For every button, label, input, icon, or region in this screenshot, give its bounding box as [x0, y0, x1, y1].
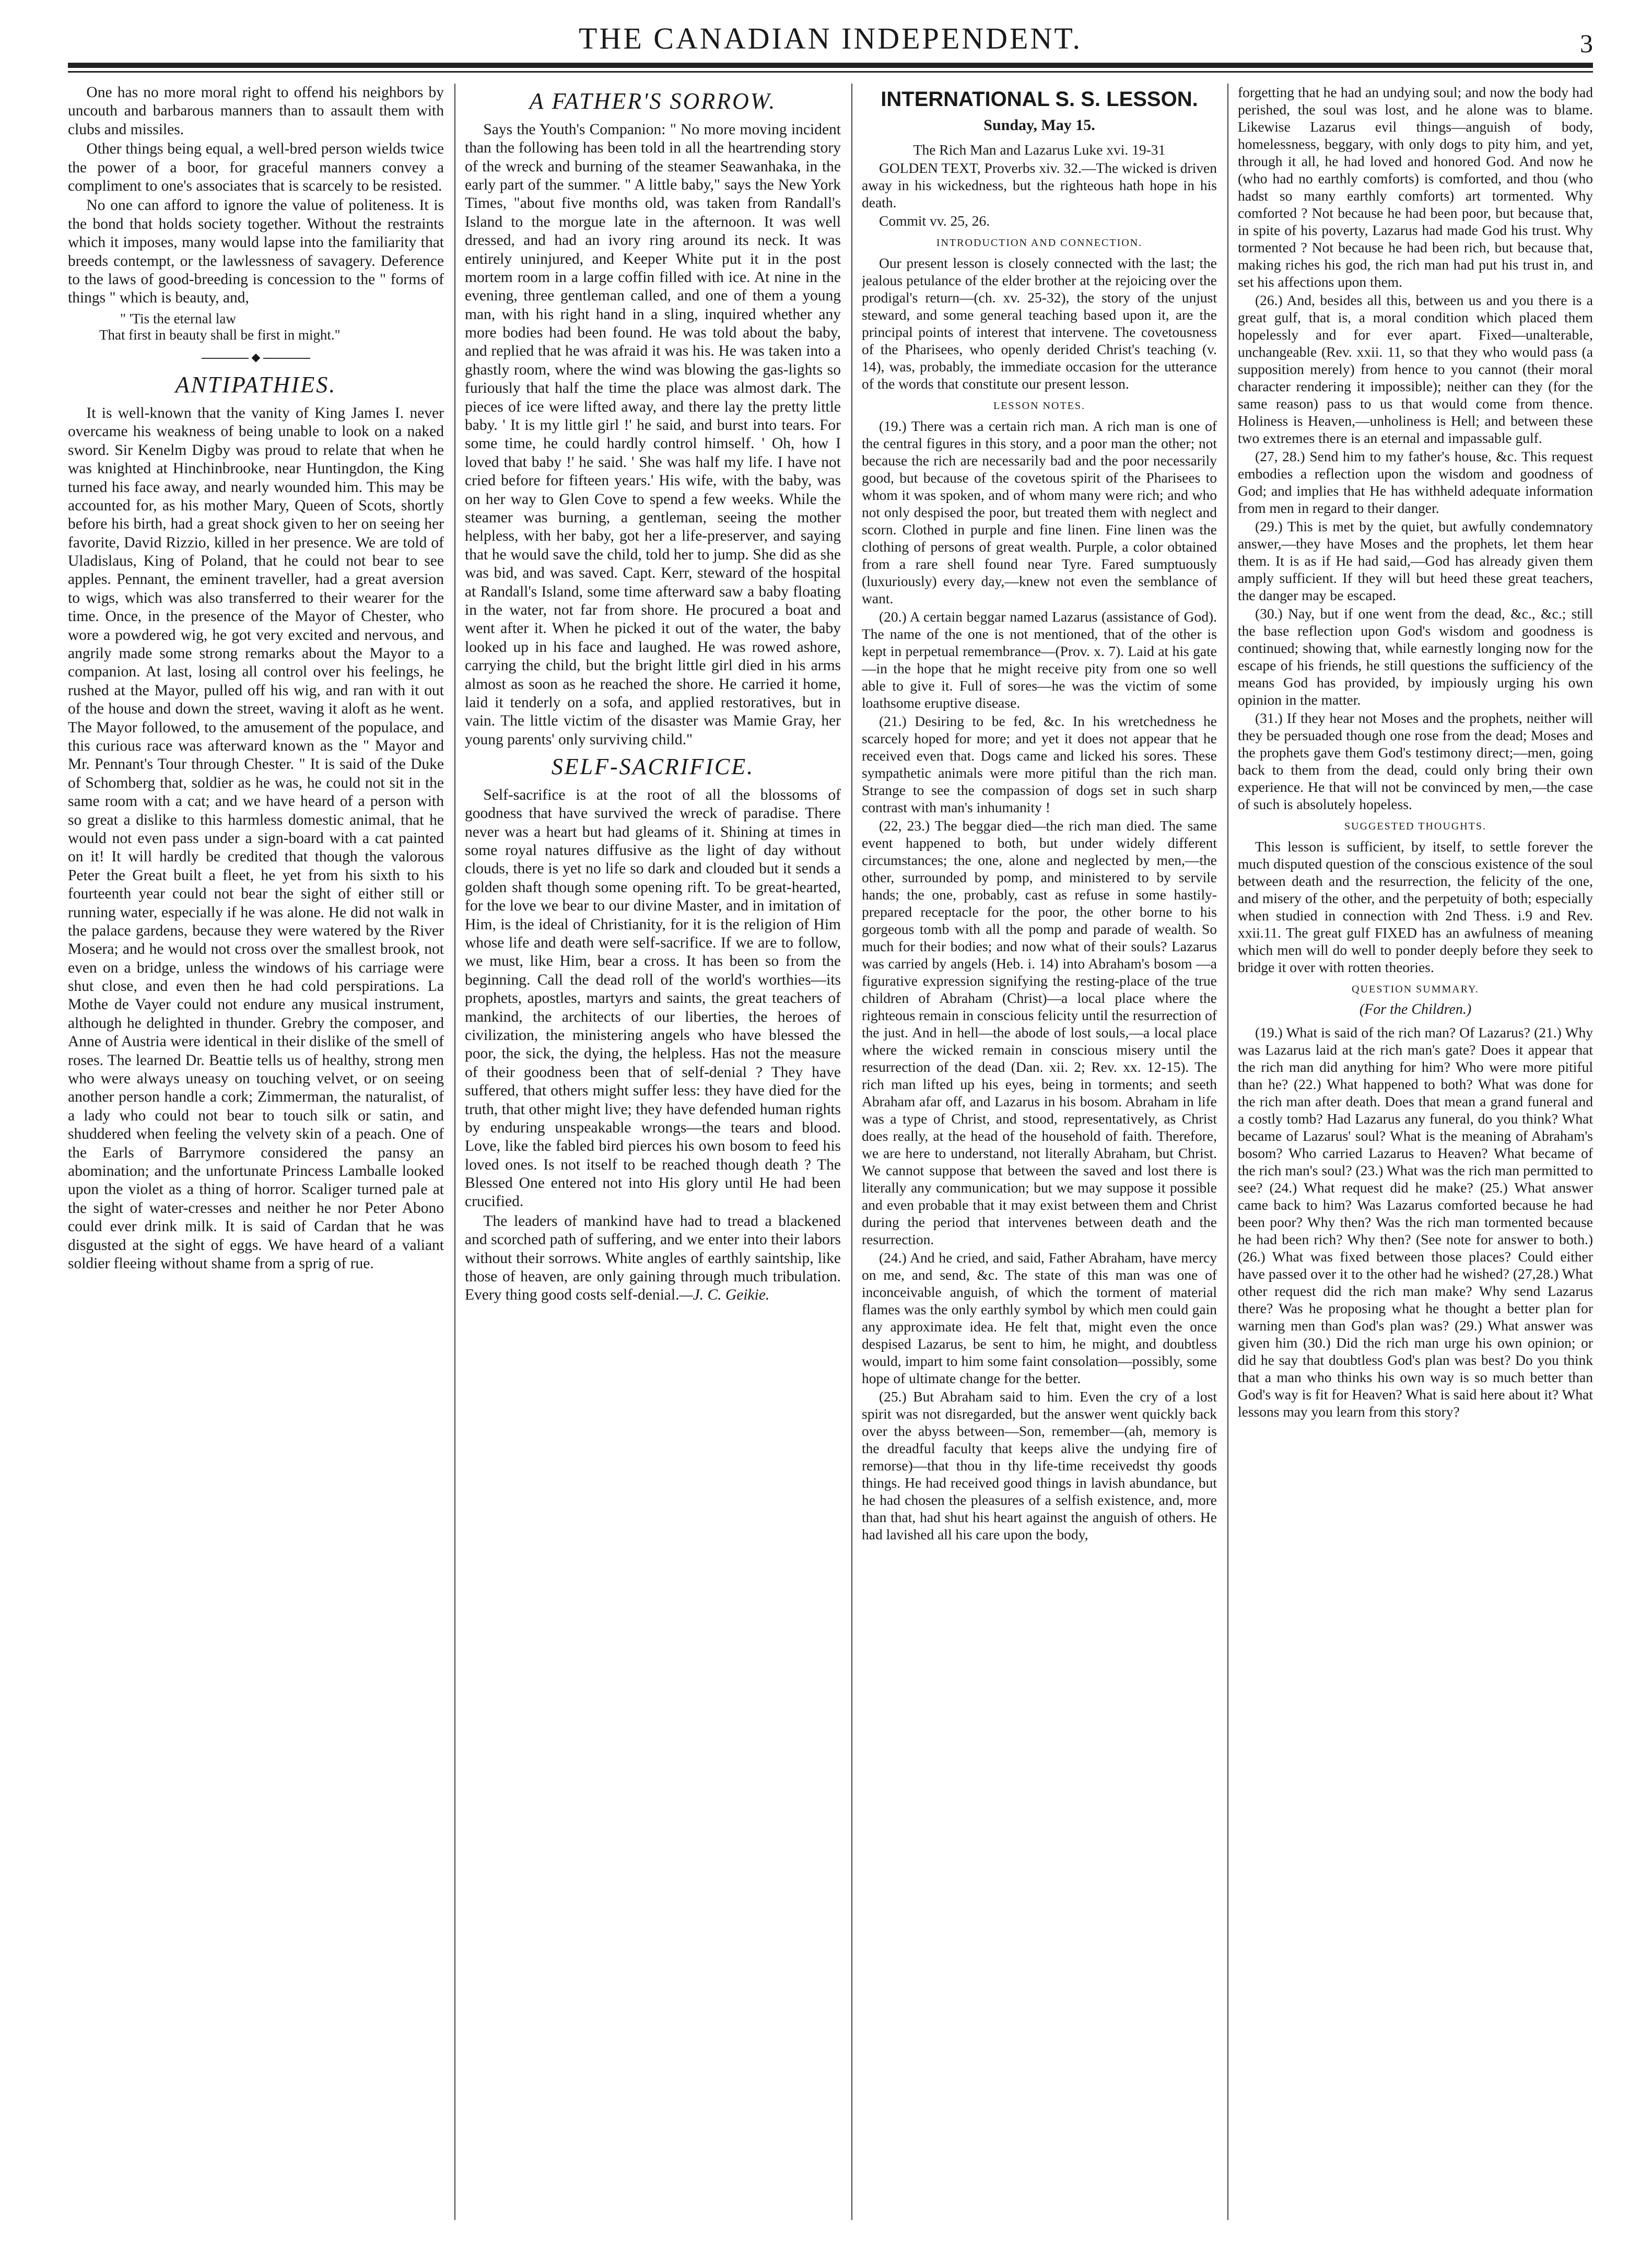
column-divider: [454, 84, 455, 2220]
paragraph: This lesson is sufficient, by itself, to settle forever the much disputed question of the conscious existence of the soul between death and the resurrection, the felicity of the one, and misery of the other, and the perpetuity of both; especially when studied in connection with 2nd Thess. i.9 and Rev. xxii.11. The great gulf FIXED has an awfulness of meaning which men will do well to ponder deeply before they seek to bridge it over with rotten theories.: [1238, 838, 1593, 975]
paragraph: Other things being equal, a well-bred person wields twice the power of a boor, for graceful manners convey a compliment to one's associates that is scarcely to be resisted.: [68, 141, 444, 194]
lesson-reference: The Rich Man and Lazarus Luke xvi. 19-31: [913, 142, 1166, 158]
lesson-note: (20.) A certain beggar named Lazarus (assistance of God). The name of the one is not mentioned, that of the other is kept in perpetual remembrance—(Prov. x. 7). Laid at his gate—in the hope that he might receive pity from one so well able to give it. Full of sores—he was the victim of some loathsome eruptive disease.: [862, 609, 1217, 711]
article-heading-fathers-sorrow: A FATHER'S SORROW.: [529, 88, 777, 114]
column-4: [1238, 84, 1593, 2220]
subheading-lesson-notes: LESSON NOTES.: [993, 400, 1085, 412]
golden-text: GOLDEN TEXT, Proverbs xiv. 32.—The wicked is driven away in his wickedness, but the righteous hath hope in his death.: [862, 160, 1217, 211]
author-signature: —J. C. Geikie.: [679, 1287, 770, 1304]
paragraph: Says the Youth's Companion: " No more moving incident than the following has been told in all the heartrending story of the wreck and burning of the steamer Seawanhaka, in the early part of the summer. " A little baby," says the New York Times, "about five months old, was taken from Randall's Island to the morgue late in the afternoon. It was well dressed, and had an ivory ring around its neck. It was entirely uninjured, and Keeper White put it in the post mortem room in a large coffin filled with ice. At nine in the evening, three gentleman called, and one of them a young man, with his right hand in a sling, inquired whether any more bodies had been found. He was told about the baby, and replied that he was afraid it was his. He was taken into a ghastly room, where the wind was blowing the gas-lights so furiously that half the time the place was almost dark. The pieces of ice were lifted away, and there lay the pretty little baby. ' It is my little girl !' he said, and burst into tears. For some time, he could hardly control himself. ' Oh, how I loved that baby !' he said. ' She was half my life. I have not cried before for fifteen years.' His wife, with the baby, was on her way to Glen Cove to spend a few weeks. While the steamer was burning, a gentleman, seeing the mother helpless, with her baby, got her a life-preserver, and saying that he would save the child, told her to jump. She did as she was bid, and was saved. Capt. Kerr, steward of the hospital at Randall's Island, some time afterward saw a baby floating in the water, not far from shore. He procured a boat and went after it. When he picked it out of the water, the baby looked up in his face and laughed. He was rowed ashore, carrying the child, but the bright little girl died in his arms almost as soon as he reached the shore. He carried it home, laid it tenderly on a sofa, and applied restoratives, but in vain. The little victim of the disaster was Mamie Gray, her young parents' only surviving child.": [465, 121, 841, 748]
paragraph-text: The leaders of mankind have had to tread a blackened and scorched path of suffering, and we enter into their labors without their sorrows. White angles of earthly saintship, like those of heaven, are only gaining through much tribulation. Every thing good costs self-denial.: [465, 1212, 841, 1304]
subheading-introduction: INTRODUCTION AND CONNECTION.: [936, 237, 1143, 249]
article-heading-lesson: INTERNATIONAL S. S. LESSON.: [881, 88, 1198, 111]
paragraph: forgetting that he had an undying soul; and now the body had perished, the soul was lost, and he alone was to blame. Likewise Lazarus evil things—anguish of body, homelessness, beggary, with only dogs to pity him, and yet, through it all, he had loved and honored God. And now he (who had no earthly comforts) is comforted, and thou (who hadst so many earthly comforts) art tormented. Why comforted ? Not because he had been poor, but because that, in spite of his poverty, Lazarus had made God his trust. Why tormented ? Not because he had been rich, but because that, making riches his god, the rich man had put his trust in, and set his affections upon them.: [1238, 84, 1593, 290]
masthead: [68, 21, 1593, 68]
lesson-note: (30.) Nay, but if one went from the dead, &c., &c.; still the base reflection upon God's wisdom and goodness is continued; showing that, while earnestly longing now for the escape of his friends, he still questions the sufficiency of the means God has provided, by impiously urging his own opinion in the matter.: [1238, 605, 1593, 708]
column-2: [465, 84, 841, 2220]
poem-line: " 'Tis the eternal law: [120, 310, 236, 326]
poem-line: That first in beauty shall be first in might.": [99, 326, 341, 343]
lesson-note: (19.) There was a certain rich man. A rich man is one of the central figures in this story, and a poor man the other; not because the rich are necessarily bad and the poor necessarily good, but because of the covetous spirit of the Pharisees to whom it was spoken, and of whom many were rich; and who not only despised the poor, but treated them with neglect and scorn. Clothed in purple and fine linen. Fine linen was the clothing of persons of great wealth. Purple, a color obtained from a rare shell found near Tyre. Fared sumptuously (luxuriously) every day,—knew not even the semblance of want.: [862, 418, 1217, 606]
lesson-note: (24.) And he cried, and said, Father Abraham, have mercy on me, and send, &c. The state of this man was one of inconceivable anguish, of which the torment of material flames was the only earthly symbol by which men could gain any approximate idea. He felt that, might even the once despised Lazarus, be sent to him, he might, and doubtless would, impart to him some faint consolation—possibly, some hope of ultimate change for the better.: [862, 1249, 1217, 1386]
lesson-note: (22, 23.) The beggar died—the rich man died. The same event happened to both, but under widely different circumstances; the one, alone and neglected by men,—the other, surrounded by pomp, and ministered to by servile hands; the one, probably, cast as refuse in some hastily-prepared receptacle for the poor, the other borne to his gorgeous tomb with all the pomp and parade of wealth. So much for their bodies; and now what of their souls? Lazarus was carried by angels (Heb. i. 14) into Abraham's bosom —a figurative expression signifying the resting-place of the true children of Abraham (Christ)—a local place where the righteous remain in conscious felicity until the resurrection of the just. And in hell—the abode of lost souls,—a local place where the wicked remain in conscious misery until the resurrection of the dead (Dan. xii. 2; Rev. xx. 12-15). The rich man lifted up his eyes, being in torments; and seeth Abraham afar off, and Lazarus in his bosom. Abraham in life was a type of Christ, and stood, representatively, as Christ does really, at the head of the household of faith. Therefore, we are here to understand, not literally Abraham, but Christ. We cannot suppose that between the saved and lost there is literally any communication; but we may suppose it possible and even probable that it may exist between them and Christ during the period that intervenes between death and the resurrection.: [862, 817, 1217, 1247]
lesson-note: (27, 28.) Send him to my father's house, &c. This request embodies a reflection upon the wisdom and goodness of God; and implies that He has withheld adequate information from men in regard to their danger.: [1238, 448, 1593, 516]
commit-verses: Commit vv. 25, 26.: [879, 213, 990, 229]
page-number: 3: [1580, 29, 1593, 58]
columns: [68, 84, 1593, 2220]
paragraph: It is well-known that the vanity of King James I. never overcame his weakness of being unable to look on a naked sword. Sir Kenelm Digby was proud to relate that when he was knighted at Hinchinbrooke, near Huntingdon, the King turned his face away, and nearly wounded him. This may be accounted for, as his mother Mary, Queen of Scots, shortly before his birth, had a great shock given to her on seeing her favorite, David Rizzio, killed in her presence. We are told of Uladislaus, King of Poland, that he could not bear to see apples. Pennant, the eminent traveller, had a great aversion to wigs, which was also transferred to their wearer for the time. Once, in the presence of the Mayor of Chester, who wore a powdered wig, he got very excited and nervous, and angrily made some strong remarks about the Mayor to a companion. At last, losing all control over his feelings, he rushed at the Mayor, pulled off his wig, and ran with it out of the house and down the street, waving it aloft as he went. The Mayor followed, to the amusement of the populace, and this curious race was afterward known as the " Mayor and Mr. Pennant's Tour through Chester. " It is said of the Duke of Schomberg that, soldier as he was, he could not sit in the same room with a cat; and we have heard of a person with so great a dislike to this harmless domestic animal, that he would not even pass under a sign-board with a cat painted on it! It will hardly be credited that though the valorous Peter the Great built a fleet, he yet from his sixth to his fourteenth year could not bear the sight of either still or running water, especially if he was alone. He did not walk in the palace gardens, because they were watered by the River Mosera; and he would not cross over the smallest brook, not even on a bridge, unless the windows of his carriage were shut close, and even then he had cold perspirations. La Mothe de Vayer could not endure any musical instrument, although he delighted in thunder. Grebry the composer, and Anne of Austria were identical in their dislike of the smell of roses. The learned Dr. Beattie tells us of healthy, strong men who were always uneasy on touching velvet, or on seeing another person handle a cork; Zimmerman, the naturalist, of a lady who could not bear to touch silk or satin, and shuddered when feeling the velvety skin of a peach. One of the Earls of Barrymore considered the pansy an abomination; and the unfortunate Princess Lamballe looked upon the violet as a thing of horror. Scaliger turned pale at the sight of water-cresses and neither he nor Peter Abono could ever drink milk. It is said of Cardan that he was disgusted at the sight of eggs. We have heard of a valiant soldier fleeing without shame from a sprig of rue.: [68, 404, 444, 1272]
masthead-rule-thick: [68, 63, 1593, 68]
newspaper-title: THE CANADIAN INDEPENDENT.: [579, 21, 1082, 55]
paragraph: Self-sacrifice is at the root of all the blossoms of goodness that have survived the wreck of paradise. There never was a heart but had gleams of it. Shining at times in some royal natures diffusive as the light of day without clouds, there is yet no life so dark and clouded but it sends a golden shaft though some opening rift. To be great-hearted, for the love we bear to our divine Master, and in imitation of Him, is the ideal of Christianity, for it is the religion of Him whose life and death were self-sacrifice. If we are to follow, we must, like Him, bear a cross. It has been so from the beginning. Call the dead roll of the world's worthies—its prophets, apostles, martyrs and saints, the great teachers of mankind, the architects of our liberties, the heroes of civilization, the ministering angels who have blessed the poor, the sick, the dying, the helpless. Has not the measure of their goodness been that of self-denial ? They have suffered, that others might suffer less: they have died for the truth, that other might live; they have defended human rights by enduring unspeakable wrongs—the tears and blood. Love, like the fabled bird pierces his own bosom to feed his loved ones. Is not itself to be reached though death ? The Blessed One entered not into His glory until He had been crucified.: [465, 786, 841, 1210]
paragraph: One has no more moral right to offend his neighbors by uncouth and barbarous manners than to assault them with clubs and missiles.: [68, 84, 444, 138]
article-heading-antipathies: ANTIPATHIES.: [175, 372, 337, 398]
paragraph: Our present lesson is closely connected with the last; the jealous petulance of the elder brother at the rejoicing over the prodigal's return—(ch. xv. 25-32), the story of the unjust steward, and some general teaching based upon it, are the principal points of interest that intervene. The covetousness of the Pharisees, who openly derided Christ's teaching (v. 14), was, probably, the immediate occasion for the utterance of the words that constitute our present lesson.: [862, 255, 1217, 392]
question-list: (19.) What is said of the rich man? Of Lazarus? (21.) Why was Lazarus laid at the rich man's gate? Does it appear that the rich man did anything for him? Who were more pitiful than he? (22.) What happened to both? What was done for the rich man after death. Does that mean a grand funeral and a costly tomb? Had Lazarus any funeral, do you think? What became of Lazarus' soul? What is the meaning of Abraham's bosom? Who carried Lazarus to Heaven? What became of the rich man's soul? (23.) What was the rich man permitted to see? (24.) What request did he make? (25.) What answer came back to him? Was Lazarus comforted because he had been poor? Why then? Was the rich man tormented because he had been rich? Why then? (See note for answer to both.) (26.) What was fixed between those places? Could either have passed over it to the other had he wished? (27,28.) What other request did the rich man make? Why send Lazarus there? Was he proposing what he thought a better plan for warning men than God's plan was? (29.) What answer was given him (30.) Did the rich man urge his own opinion; or did he say that doubtless God's plan was best? Do you think that a man who thinks his own way is so much better than God's way is fit for Heaven? What is said here about it? What lessons may you learn from this story?: [1238, 1024, 1593, 1420]
lesson-note: (21.) Desiring to be fed, &c. In his wretchedness he scarcely hoped for more; and yet it does not appear that he received even that. Dogs came and licked his sores. These sympathetic animals were more pitiful than the rich man. Strange to see the compassion of dogs set in such sharp contrast with man's inhumanity !: [862, 713, 1217, 815]
lesson-note: (25.) But Abraham said to him. Even the cry of a lost spirit was not disregarded, but the answer went quickly back over the abyss between—Son, remember—(ah, memory is the dreadful faculty that keeps alive the undying fire of remorse)—that thou in thy life-time receivedst thy goods things. He had received good things in lavish abundance, but he had chosen the pleasures of a selfish existence, and, more than that, had shut his heart against the anguish of others. He had lavished all his care upon the body,: [862, 1388, 1217, 1542]
lesson-note: (29.) This is met by the quiet, but awfully condemnatory answer,—they have Moses and the prophets, let them hear them. It is as if He had said,—God has already given them amply sufficient. If they will but heed these great teachers, the danger may be escaped.: [1238, 518, 1593, 603]
lesson-date: Sunday, May 15.: [983, 116, 1095, 134]
section-ornament: ◆: [68, 350, 444, 364]
subheading-suggested-thoughts: SUGGESTED THOUGHTS.: [1344, 821, 1487, 832]
article-heading-self-sacrifice: SELF-SACRIFICE.: [551, 754, 755, 780]
subheading-question-summary: QUESTION SUMMARY.: [1352, 984, 1479, 995]
column-divider: [1227, 84, 1228, 2220]
paragraph: [465, 1212, 841, 1305]
column-3: [862, 84, 1217, 2220]
column-1: [68, 84, 444, 2220]
lesson-note: (26.) And, besides all this, between us and you there is a great gulf, that is, a moral condition which placed them hopelessly and for ever apart. Fixed—unalterable, unchangeable (Rev. xxii. 11, so that they who would pass (a supposition merely) from hence to you cannot (their moral character rendering it impossible); neither can they (for the same reason) pass to us that would come from thence. Holiness is Heaven,—unholiness is Hell; and between these two extremes there is an eternal and impassable gulf.: [1238, 292, 1593, 446]
paragraph: No one can afford to ignore the value of politeness. It is the bond that holds society together. Without the restraints which it imposes, many would lapse into the familiarity that breeds contempt, or the lawlessness of savagery. Deference to the laws of good-breeding is concession to the " forms of things " which is beauty, and,: [68, 197, 444, 307]
column-divider: [851, 84, 852, 2220]
lesson-note: (31.) If they hear not Moses and the prophets, neither will they be persuaded though one rose from the dead; Moses and the prophets gave them God's testimony direct;—men, going back to them from the dead, could only bring their own experience. He that will not be convinced by men,—the case of such is absolutely hopeless.: [1238, 710, 1593, 812]
masthead-rule-thin: [68, 71, 1593, 73]
poem-quote: [99, 311, 444, 343]
question-summary-subtitle: (For the Children.): [1359, 1001, 1472, 1018]
